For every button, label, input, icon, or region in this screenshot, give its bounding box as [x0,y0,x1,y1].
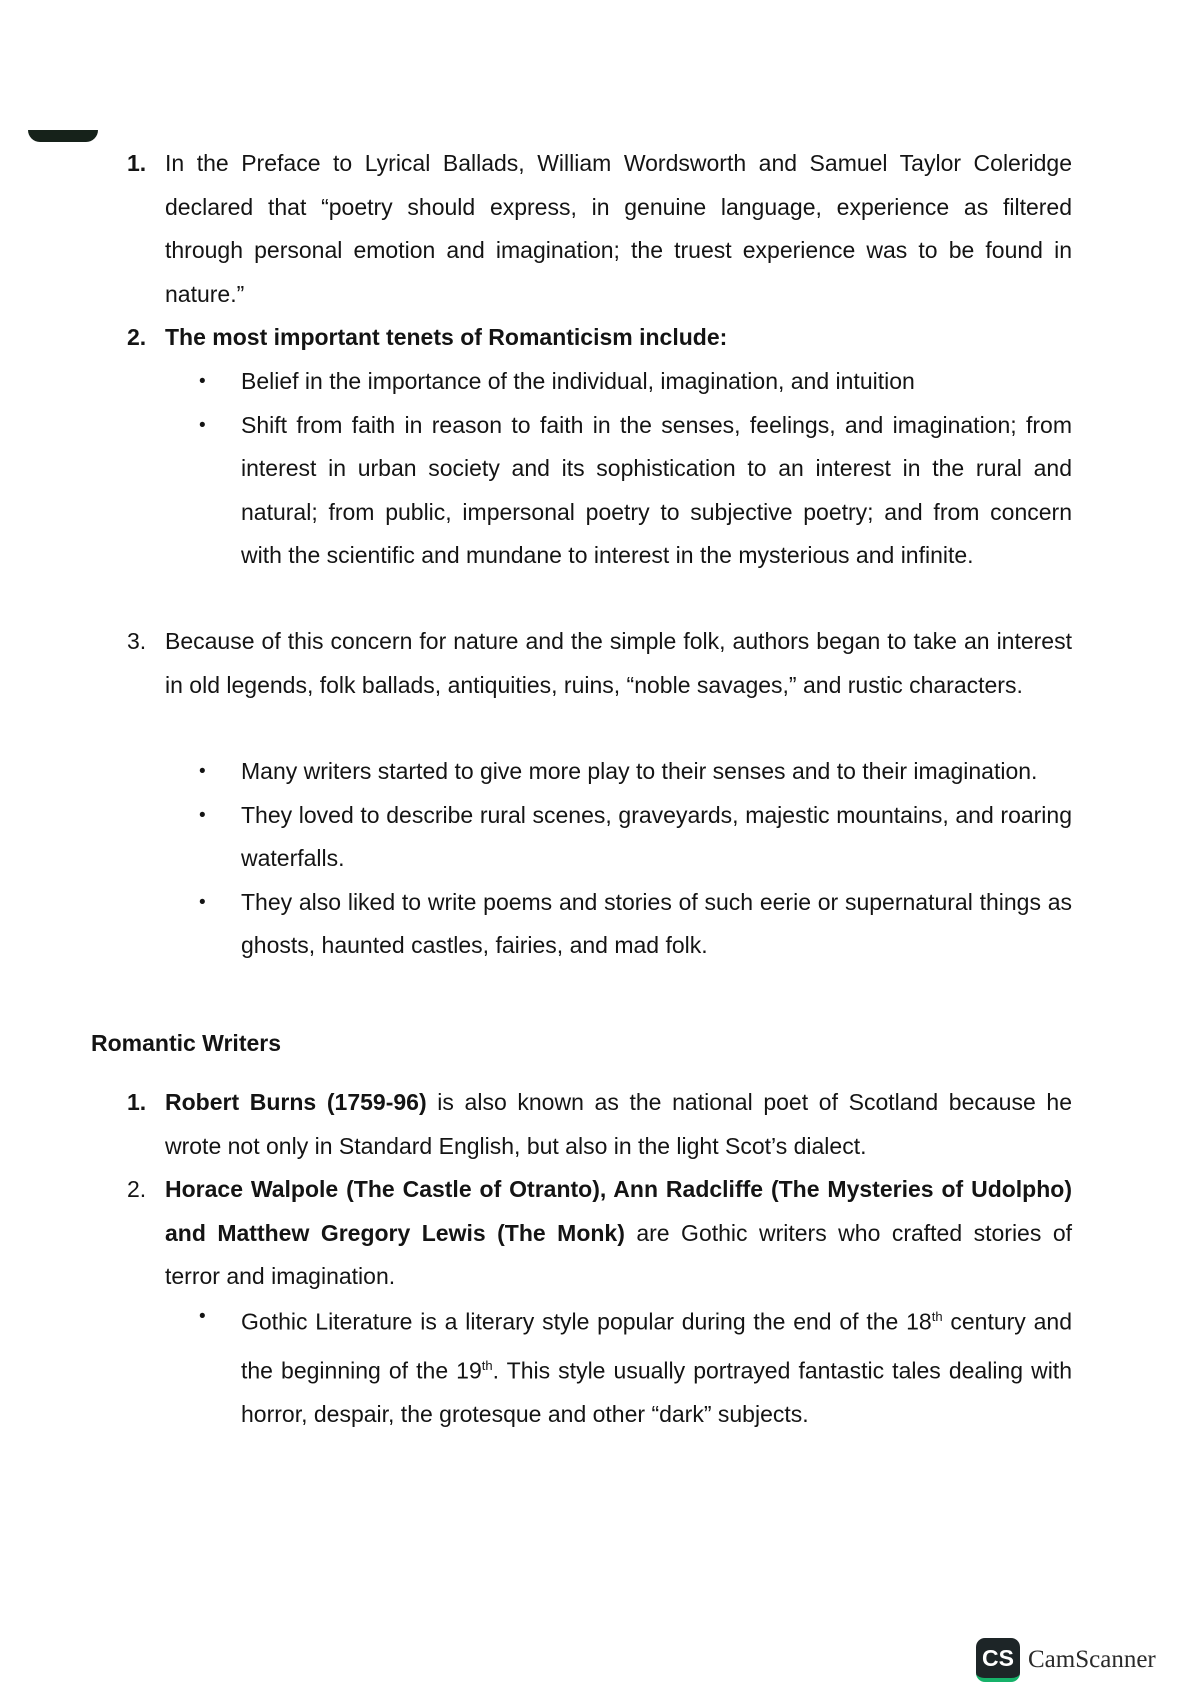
list-item-text [165,1168,1072,1299]
list-item [0,142,1200,316]
writer-description: are Gothic writers who crafted stories of terror and imagination. [165,1219,1073,1289]
bullet-item [0,1295,1200,1437]
list-item-text [165,1081,1072,1168]
bullet-dot: • [199,891,206,913]
writers-list [0,1081,1200,1299]
bullet-text: Belief in the importance of the individual, imagination, and intuition [241,368,915,394]
list-number: 3. [127,628,147,654]
bullet-text: They also liked to write poems and stories of such eerie or supernatural things as ghosts, haunted castles, fairies, and mad folk. [241,888,1072,958]
tenets-bullets [0,360,1200,578]
camscanner-logo-icon: CS [976,1638,1020,1682]
list-number: 1. [127,1089,147,1115]
bullet-text: They loved to describe rural scenes, graveyards, majestic mountains, and roaring waterfalls. [241,801,1072,871]
gothic-text-part: century and the beginning of the 19 [241,1308,1072,1384]
bullet-item [0,404,1200,578]
list-item [0,1168,1200,1299]
list-number: 2. [127,1176,147,1202]
tenets-list [0,142,1200,360]
list-item [0,316,1200,360]
gothic-text-part: Gothic Literature is a literary style popular during the end of the 18 [241,1308,932,1335]
scan-edge-mark [28,130,98,142]
gothic-bullets [0,1295,1200,1437]
ordinal-suffix: th [931,1309,943,1324]
ordinal-suffix: th [481,1358,493,1374]
bullet-dot: • [199,371,206,392]
list-item [0,1081,1200,1168]
nature-bullets [0,750,1200,968]
bullet-item [0,881,1200,968]
bullet-dot: • [199,804,206,826]
list-item-text: Because of this concern for nature and the simple folk, authors began to take an interest in old legends, folk ballads, antiquities, ruins, “noble savages,” and rustic characters. [165,628,1072,698]
camscanner-watermark [976,1638,1156,1682]
nature-list [0,620,1200,707]
list-number: 1. [127,150,147,176]
bullet-item [0,794,1200,881]
bullet-dot: • [199,1306,206,1327]
bullet-text [241,1295,1072,1437]
bullet-text: Many writers started to give more play to their senses and to their imagination. [241,758,1038,784]
camscanner-label: CamScanner [1028,1646,1156,1673]
bullet-dot: • [199,761,206,782]
writer-name: Robert Burns (1759-96) [165,1089,427,1115]
bullet-text: Shift from faith in reason to faith in the senses, feelings, and imagination; from interest in urban society and its sophistication to an interest in the rural and natural; from public, impersonal poetry to subjective poetry; and from concern with the scientific and mundane to interest in the mysterious and infinite. [241,411,1072,568]
list-item-text: In the Preface to Lyrical Ballads, William Wordsworth and Samuel Taylor Coleridge declared that “poetry should express, in genuine language, experience as filtered through personal emotion and imagination; the truest experience was to be found in nature.” [165,150,1072,307]
writer-names: Horace Walpole (The Castle of Otranto), Ann Radcliffe (The Mysteries of Udolpho) and Matthew Gregory Lewis (The Monk) [165,1176,1072,1246]
bullet-dot: • [199,414,206,436]
list-number: 2. [127,324,147,350]
list-item-text: The most important tenets of Romanticism include: [165,324,728,350]
list-item [0,620,1200,707]
section-heading: Romantic Writers [91,1030,282,1056]
writer-description: is also known as the national poet of Scotland because he wrote not only in Standard English, but also in the light Scot’s dialect. [165,1089,1072,1159]
bullet-item [0,750,1200,794]
gothic-text-part: . This style usually portrayed fantastic tales dealing with horror, despair, the grotesque and other “dark” subjects. [241,1357,1072,1428]
bullet-item [0,360,1200,404]
